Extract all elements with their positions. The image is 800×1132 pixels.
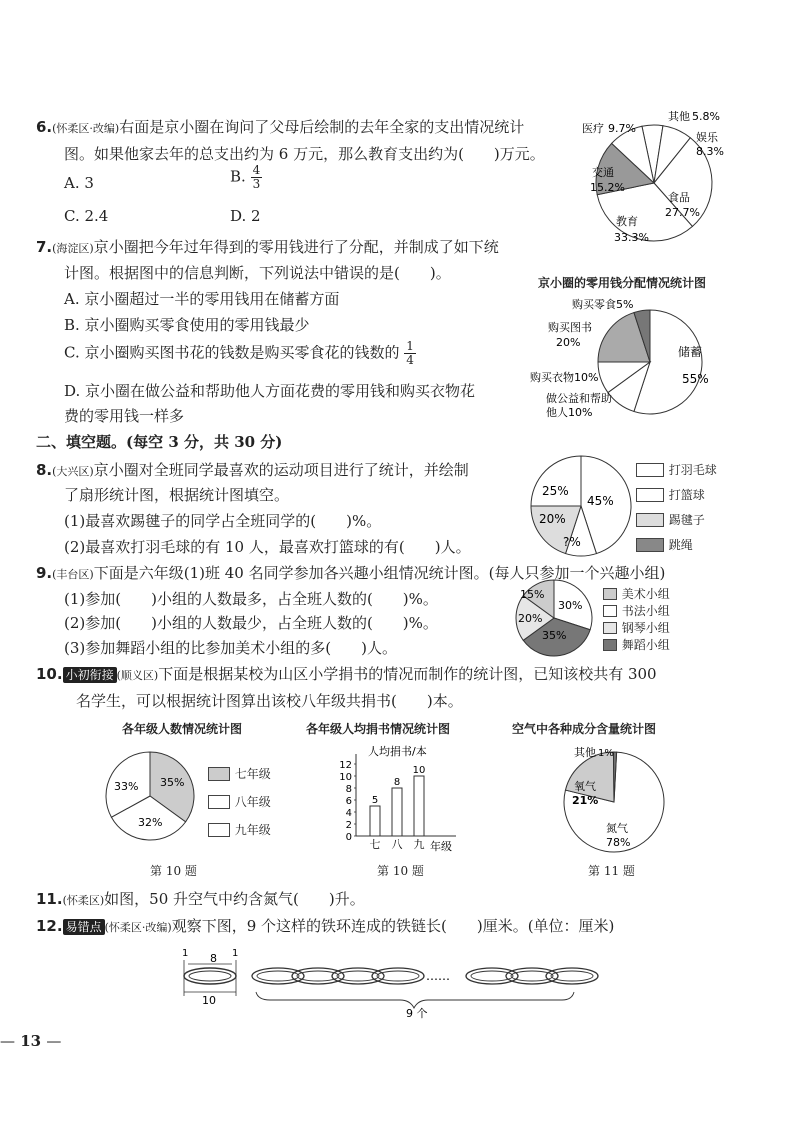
- q7-number: 7.: [36, 238, 53, 256]
- page-number-value: 13: [20, 1032, 42, 1050]
- ig-legend-item: 舞蹈小组: [603, 635, 670, 652]
- q6-number: 6.: [36, 118, 53, 136]
- q10-text-1: 下面是根据某校为山区小学捐书的情况而制作的统计图，已知该校共有 300: [158, 665, 657, 683]
- q7-option-c-text: C. 京小圈购买图书花的钱数是购买零食花的钱数的: [64, 343, 400, 362]
- q6-option-a: A. 3: [64, 174, 94, 192]
- q6-option-b-fraction: [251, 164, 263, 191]
- q11-line: [36, 888, 365, 909]
- caption-q10-a: 第 10 题: [150, 864, 197, 878]
- q8-source: (大兴区): [52, 465, 94, 478]
- exp-pct-fun: 8.3%: [696, 145, 724, 158]
- chain-ring-inner: [511, 971, 553, 981]
- chain-ring-inner: [471, 971, 513, 981]
- q6-option-d: D. 2: [230, 207, 261, 225]
- q11-text: 如图，50 升空气中约含氮气( )升。: [104, 890, 365, 908]
- ig-pct-art: 15%: [520, 588, 545, 601]
- exp-pct-edu: 33.3%: [614, 231, 649, 244]
- chain-ring: [372, 968, 424, 984]
- x-tick-label: 九: [413, 838, 425, 851]
- chain-ring: [546, 968, 598, 984]
- pm-label-savings: 储蓄: [678, 345, 703, 359]
- chain-dots: ……: [426, 969, 450, 983]
- q9-text-1: 下面是六年级(1)班 40 名同学参加各兴趣小组情况统计图。(每人只参加一个兴趣小组): [93, 564, 666, 582]
- gs-legend-item: 八年级: [208, 792, 271, 820]
- pocket-money-chart-title: 京小圈的零用钱分配情况统计图: [538, 276, 707, 290]
- pm-label-books: 购买图书: [548, 321, 592, 334]
- chain-ring: [292, 968, 344, 984]
- bar: [370, 806, 380, 836]
- bar-data-label: 10: [412, 765, 426, 776]
- q9-source: (丰台区): [52, 568, 94, 581]
- exp-label-medical: 医疗: [582, 122, 604, 135]
- q9-number: 9.: [36, 564, 53, 582]
- sp-pct-shuttlecock: 20%: [539, 512, 566, 526]
- dim-outer: 10: [202, 994, 216, 1007]
- air-chart-title: 空气中各种成分含量统计图: [512, 722, 657, 736]
- air-label-oxygen: 氧气: [574, 780, 596, 793]
- q6-option-b-label: B.: [230, 167, 246, 186]
- chain-ring-inner: [377, 971, 419, 981]
- pm-label-snacks: 购买零食5%: [572, 298, 634, 311]
- chain-ring: [506, 968, 558, 984]
- sports-legend-item: 打羽毛球: [636, 460, 717, 485]
- air-pct-other: 1%: [598, 748, 614, 759]
- q11-source: (怀柔区): [62, 894, 105, 907]
- chain-diagram: [170, 944, 630, 1020]
- q8-line1: [36, 459, 469, 480]
- exp-pct-food: 27.7%: [665, 206, 700, 219]
- q8-text-1: 京小圈对全班同学最喜欢的运动项目进行了统计，并绘制: [93, 461, 469, 479]
- y-tick-label: 0: [345, 832, 352, 843]
- q8-sub-1: (1)最喜欢踢毽子的同学占全班同学的( )%。: [64, 512, 382, 530]
- chain-ring-inner: [297, 971, 339, 981]
- bar-data-label: 8: [393, 777, 401, 788]
- chain-ring: [332, 968, 384, 984]
- page-number: — 13 —: [0, 1032, 62, 1050]
- books-y-label: 人均捐书/本: [368, 745, 427, 758]
- interest-groups-pie-chart: [508, 578, 600, 658]
- y-tick-label: 4: [345, 808, 352, 819]
- q7-option-c-fraction: [404, 340, 416, 367]
- bar: [392, 788, 402, 836]
- q12-tag: 易错点: [63, 919, 105, 935]
- q6-option-b: [230, 164, 262, 191]
- ig-legend-item: 钢琴小组: [603, 618, 670, 635]
- ig-pct-dance: 35%: [542, 629, 567, 642]
- sports-legend-item: 踢毽子: [636, 510, 717, 535]
- exp-label-food: 食品: [668, 191, 690, 204]
- dim-inner: 8: [210, 952, 217, 965]
- grade-students-legend: [208, 764, 271, 848]
- grade-students-pie-chart: [102, 748, 202, 844]
- sp-pct-basketball: 45%: [587, 494, 614, 508]
- chain-count: 9 个: [406, 1007, 428, 1020]
- exp-label-fun: 娱乐: [696, 131, 718, 144]
- q7-option-b: B. 京小圈购买零食使用的零用钱最少: [64, 316, 310, 334]
- ig-legend-item: 美术小组: [603, 584, 670, 601]
- pm-label-clothes: 购买衣物10%: [530, 371, 599, 384]
- gs-legend-item: 九年级: [208, 820, 271, 848]
- gs-legend-item: 七年级: [208, 764, 271, 792]
- y-tick-label: 6: [345, 796, 352, 807]
- pocket-money-pie-chart: [510, 292, 750, 432]
- q10-source: (顺义区): [116, 669, 159, 682]
- q6-option-c: C. 2.4: [64, 207, 109, 225]
- exp-label-traffic: 交通: [592, 166, 614, 179]
- air-label-other: 其他: [574, 746, 596, 759]
- sports-legend: [636, 460, 717, 560]
- pm-pct-books: 20%: [556, 336, 581, 349]
- q11-number: 11.: [36, 890, 63, 908]
- q7-text-2: 计图。根据图中的信息判断，下列说法中错误的是( )。: [64, 264, 451, 282]
- q10-text-2: 名学生，可以根据统计图算出该校八年级共捐书( )本。: [76, 692, 463, 710]
- books-bar-chart: [330, 740, 480, 855]
- q9-sub-3: (3)参加舞蹈小组的比参加美术小组的多( )人。: [64, 639, 397, 657]
- caption-q11: 第 11 题: [588, 864, 635, 878]
- single-ring: [184, 968, 236, 984]
- gs-pct-g9: 33%: [114, 780, 139, 793]
- ig-pct-piano: 20%: [518, 612, 543, 625]
- pm-label-charity: 做公益和帮助: [546, 392, 612, 405]
- q6-text-1: 右面是京小圈在询问了父母后绘制的去年全家的支出情况统计: [119, 118, 525, 136]
- dim-right: 1: [232, 948, 239, 959]
- pm-pct-savings: 55%: [682, 372, 709, 386]
- q6-source: (怀柔区·改编): [52, 122, 120, 135]
- q7-source: (海淀区): [52, 242, 94, 255]
- q7-c-den: 4: [406, 353, 414, 367]
- air-pct-oxygen: 21%: [572, 794, 599, 807]
- q10-line1: [36, 663, 657, 684]
- grade-students-chart-title: 各年级人数情况统计图: [122, 722, 243, 736]
- books-chart-title: 各年级人均捐书情况统计图: [306, 722, 451, 736]
- chain-ring-inner: [551, 971, 593, 981]
- q12-text: 观察下图，9 个这样的铁环连成的铁链长( )厘米。(单位：厘米): [171, 917, 615, 935]
- q6-line1: [36, 116, 524, 137]
- air-label-nitrogen: 氮气: [606, 822, 628, 835]
- sp-pct-badminton: 25%: [542, 484, 569, 498]
- interest-groups-legend: [603, 584, 670, 652]
- q6-text-2: 图。如果他家去年的总支出约为 6 万元，那么教育支出约为( )万元。: [64, 145, 545, 163]
- q7-line1: [36, 236, 499, 257]
- y-tick-label: 8: [345, 784, 352, 795]
- chain-ring: [252, 968, 304, 984]
- books-x-label: 年级: [430, 840, 452, 853]
- sp-pct-rope: ?%: [563, 535, 581, 549]
- y-tick-label: 10: [339, 772, 352, 783]
- air-pct-nitrogen: 78%: [606, 836, 631, 849]
- ig-pct-calligraphy: 30%: [558, 599, 583, 612]
- exp-pct-medical: 9.7%: [608, 122, 636, 135]
- sports-legend-item: 跳绳: [636, 535, 717, 560]
- chain-ring-inner: [337, 971, 379, 981]
- sports-pie-chart: [525, 453, 635, 559]
- y-tick-label: 12: [339, 760, 352, 771]
- ig-legend-item: 书法小组: [603, 601, 670, 618]
- q12-source: (怀柔区·改编): [104, 921, 172, 934]
- exp-label-edu: 教育: [616, 215, 638, 228]
- q10-tag: 小初衔接: [63, 667, 117, 683]
- slice-badminton: [531, 456, 581, 506]
- q9-sub-1: (1)参加( )小组的人数最多，占全班人数的( )%。: [64, 590, 438, 608]
- gs-pct-g8: 32%: [138, 816, 163, 829]
- sports-legend-item: 打篮球: [636, 485, 717, 510]
- exp-label-other: 其他: [668, 110, 690, 123]
- q7-option-d-1: D. 京小圈在做公益和帮助他人方面花费的零用钱和购买衣物花: [64, 382, 476, 400]
- q7-option-d-2: 费的零用钱一样多: [64, 407, 185, 425]
- exp-pct-other: 5.8%: [692, 110, 720, 123]
- chain-ring: [466, 968, 518, 984]
- chain-ring-inner: [257, 971, 299, 981]
- air-pie-chart: [560, 738, 670, 860]
- gs-pct-g7: 35%: [160, 776, 185, 789]
- expense-pie-chart: [570, 105, 730, 255]
- q7-option-c: [64, 340, 416, 367]
- q8-text-2: 了扇形统计图，根据统计图填空。: [64, 486, 290, 504]
- q8-sub-2: (2)最喜欢打羽毛球的有 10 人，最喜欢打篮球的有( )人。: [64, 538, 471, 556]
- caption-q10-b: 第 10 题: [377, 864, 424, 878]
- q7-text-1: 京小圈把今年过年得到的零用钱进行了分配，并制成了如下统: [93, 238, 499, 256]
- y-tick-label: 2: [345, 820, 352, 831]
- x-tick-label: 八: [391, 838, 403, 851]
- q6-b-den: 3: [252, 177, 261, 191]
- q7-c-num: 1: [406, 339, 414, 353]
- dim-left: 1: [182, 948, 189, 959]
- section-2-title: 二、填空题。(每空 3 分，共 30 分): [36, 433, 283, 451]
- pm-label-charity-pct: 他人10%: [546, 406, 593, 419]
- q7-option-a: A. 京小圈超过一半的零用钱用在储蓄方面: [64, 290, 340, 308]
- q12-line: [36, 915, 614, 936]
- q12-number: 12.: [36, 917, 63, 935]
- x-tick-label: 七: [369, 838, 381, 851]
- q10-number: 10.: [36, 665, 63, 683]
- q8-number: 8.: [36, 461, 53, 479]
- bar-data-label: 5: [371, 795, 379, 806]
- bar: [414, 776, 424, 836]
- q6-b-num: 4: [252, 163, 261, 177]
- q9-sub-2: (2)参加( )小组的人数最少，占全班人数的( )%。: [64, 614, 438, 632]
- exp-pct-traffic: 15.2%: [590, 181, 625, 194]
